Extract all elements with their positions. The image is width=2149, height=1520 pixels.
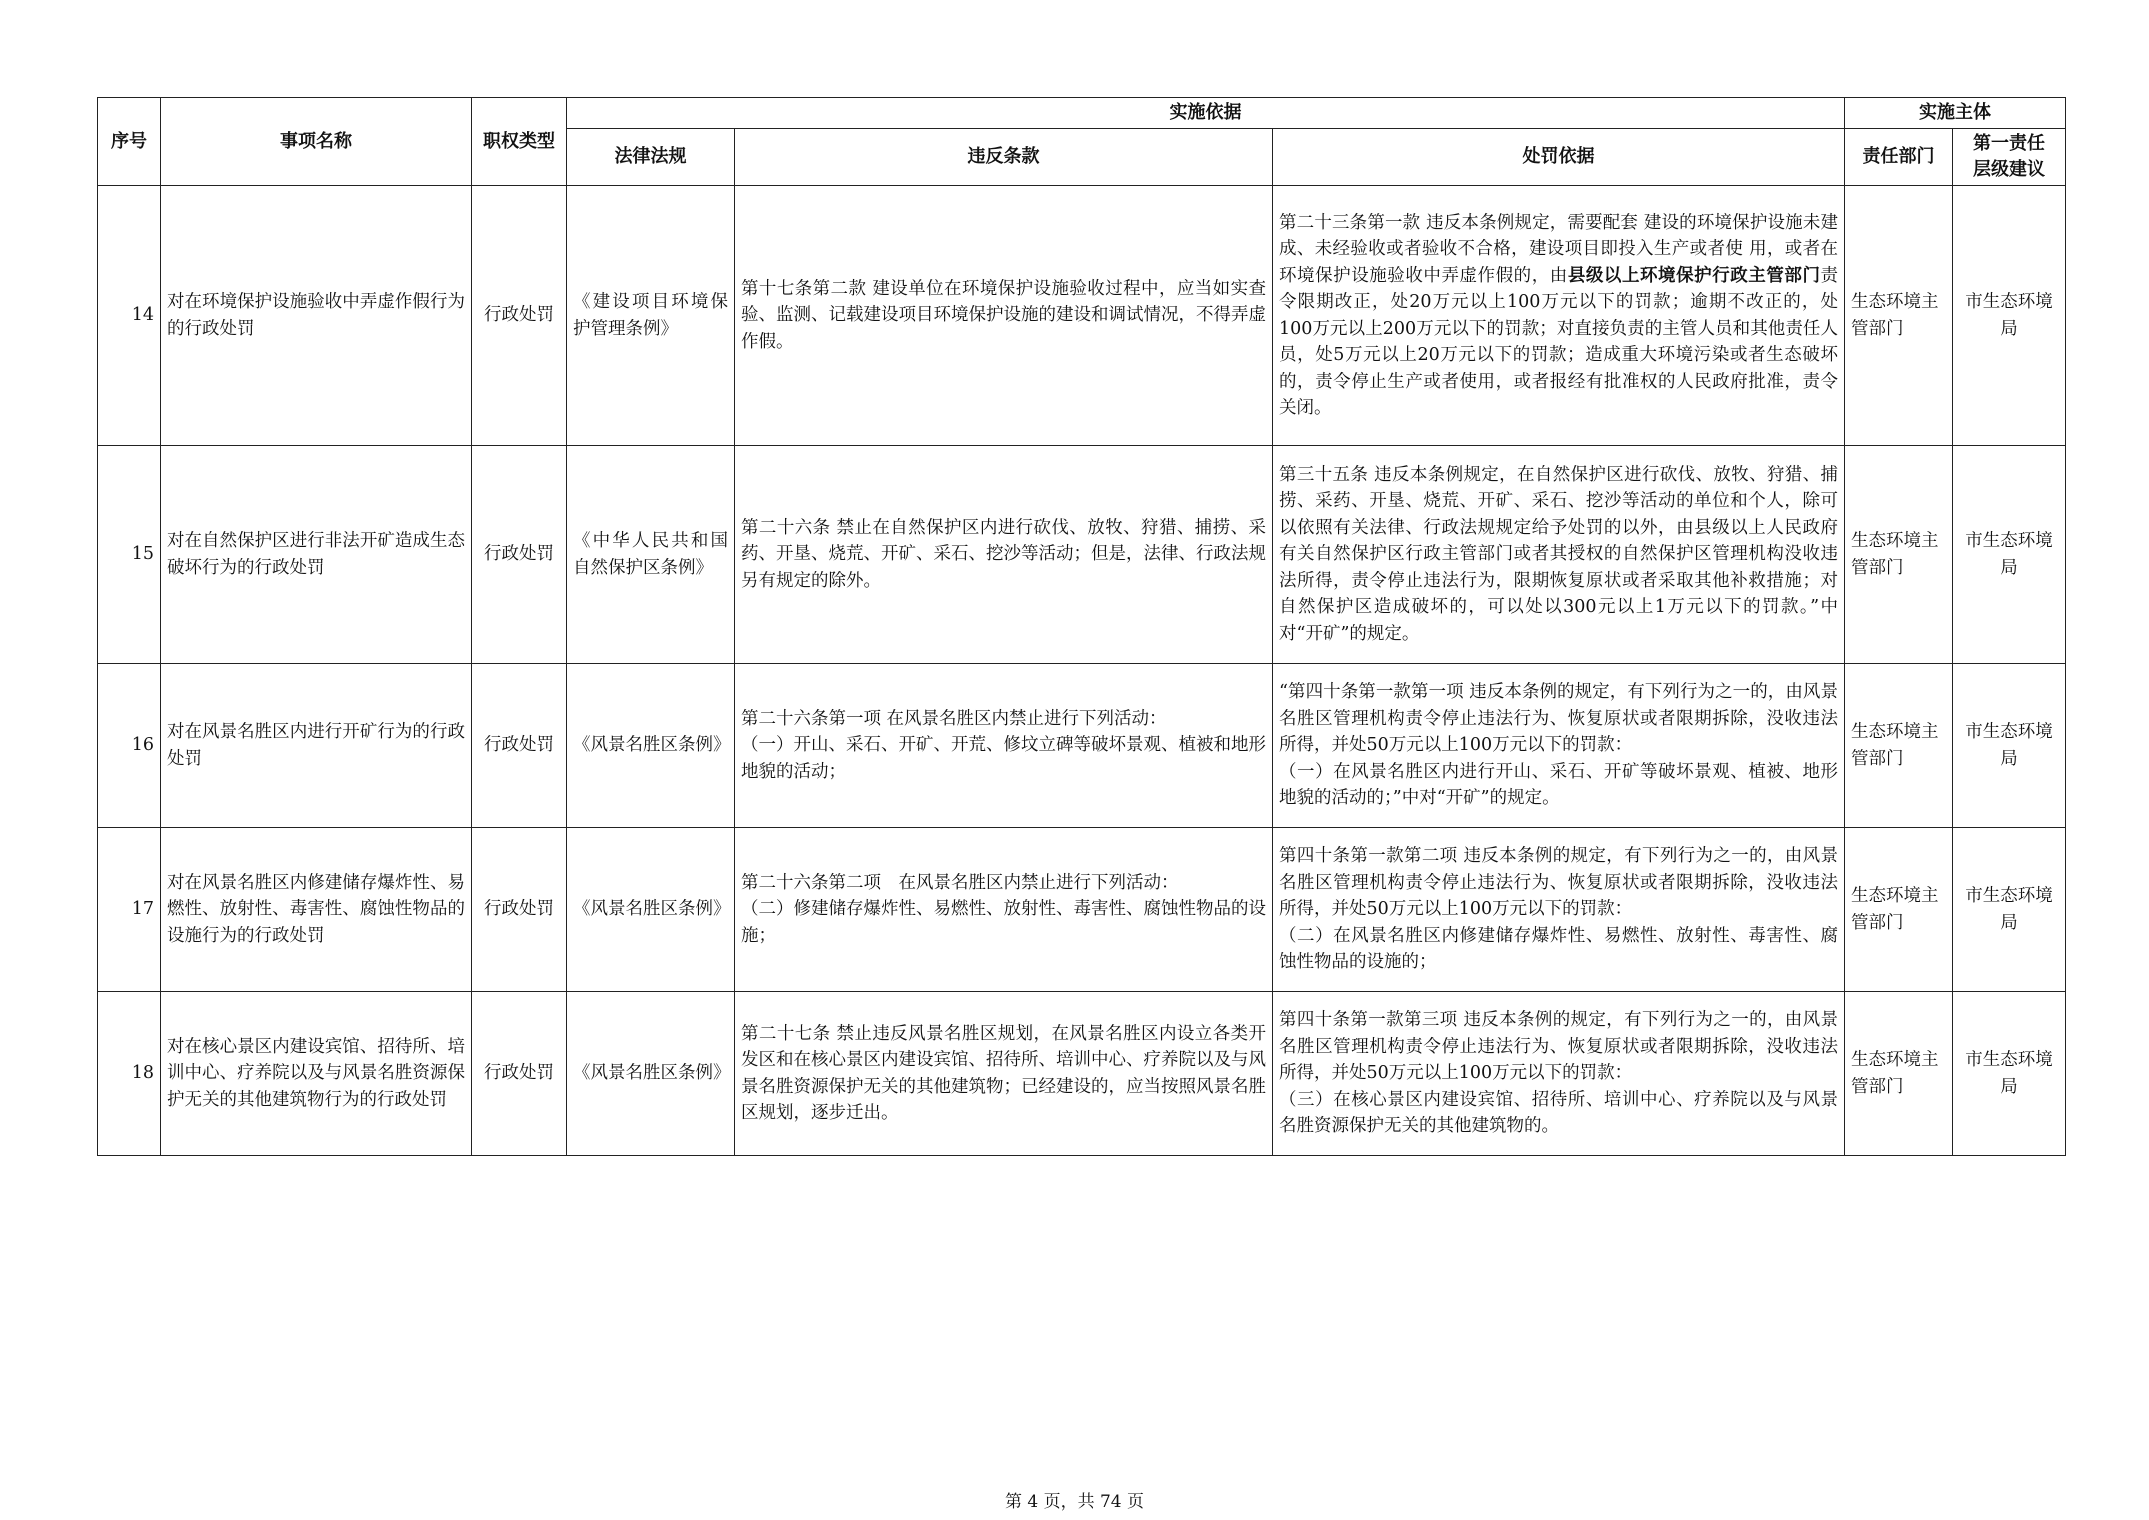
- table-row: [98, 186, 2066, 446]
- row-power-type: 行政处罚: [472, 992, 567, 1156]
- clause-line: 第二十六条第二项 在风景名胜区内禁止进行下列活动：: [741, 872, 1179, 893]
- table-row: [98, 446, 2066, 664]
- header-seq: 序号: [98, 98, 161, 186]
- header-first-level: [1953, 129, 2066, 186]
- clause-line: （一）开山、采石、开矿、开荒、修坟立碑等破坏景观、植被和地形地貌的活动；: [741, 735, 1266, 782]
- penalty-line: （二）在风景名胜区内修建储存爆炸性、易燃性、放射性、毒害性、腐蚀性物品的设施的；: [1279, 925, 1838, 973]
- row-item-name: 对在风景名胜区内修建储存爆炸性、易燃性、放射性、毒害性、腐蚀性物品的设施行为的行政处罚: [161, 828, 472, 992]
- row-first-level: 市生态环境局: [1953, 664, 2066, 828]
- row-violated-clause: [735, 664, 1273, 828]
- penalty-emphasis: 县级以上环境保护行政主管部门: [1567, 265, 1821, 286]
- header-penalty-basis: 处罚依据: [1273, 129, 1845, 186]
- row-penalty-basis: [1273, 186, 1845, 446]
- penalty-line: “第四十条第一款第一项 违反本条例的规定，有下列行为之一的，由风景名胜区管理机构责令停止违法行为、恢复原状或者限期拆除，没收违法所得，并处50万元以上100万元以下的罚款：: [1279, 682, 1838, 756]
- header-power-type: 职权类型: [472, 98, 567, 186]
- penalty-text: 责令限期改正，处20万元以上100万元以下的罚款；逾期不改正的，处100万元以上200万元以下的罚款；对直接负责的主管人员和其他责任人员，处5万元以上20万元以下的罚款；造成重大环境污染或者生态破坏的，责令停止生产或者使用，或者报经有批准权的人民政府批准，责令关闭。: [1279, 265, 1839, 418]
- row-item-name: 对在环境保护设施验收中弄虚作假行为的行政处罚: [161, 186, 472, 446]
- row-law: 《中华人民共和国自然保护区条例》: [567, 446, 735, 664]
- row-item-name: 对在自然保护区进行非法开矿造成生态破坏行为的行政处罚: [161, 446, 472, 664]
- header-basis-group: 实施依据: [567, 98, 1845, 129]
- row-seq: 18: [98, 992, 161, 1156]
- header-responsible-dept: 责任部门: [1845, 129, 1953, 186]
- row-seq: 17: [98, 828, 161, 992]
- header-violated-clause: 违反条款: [735, 129, 1273, 186]
- row-penalty-basis: [1273, 992, 1845, 1156]
- penalty-line: 第四十条第一款第三项 违反本条例的规定，有下列行为之一的，由风景名胜区管理机构责令停止违法行为、恢复原状或者限期拆除，没收违法所得，并处50万元以上100万元以下的罚款：: [1279, 1010, 1838, 1084]
- clause-line: 第二十六条第一项 在风景名胜区内禁止进行下列活动：: [741, 708, 1167, 729]
- penalty-line: （一）在风景名胜区内进行开山、采石、开矿等破坏景观、植被、地形地貌的活动的；”中对“开矿”的规定。: [1279, 761, 1838, 809]
- row-violated-clause: [735, 828, 1273, 992]
- row-first-level: 市生态环境局: [1953, 446, 2066, 664]
- header-first-level-line1: 第一责任: [1973, 133, 2045, 154]
- clause-line: （二）修建储存爆炸性、易燃性、放射性、毒害性、腐蚀性物品的设施；: [741, 899, 1266, 946]
- header-first-level-line2: 层级建议: [1973, 159, 2045, 180]
- header-subject-group: 实施主体: [1845, 98, 2066, 129]
- row-penalty-basis: 第三十五条 违反本条例规定，在自然保护区进行砍伐、放牧、狩猎、捕捞、采药、开垦、烧荒、开矿、采石、挖沙等活动的单位和个人，除可以依照有关法律、行政法规规定给予处罚的以外，由县级以上人民政府有关自然保护区行政主管部门或者其授权的自然保护区管理机构没收违法所得，责令停止违法行为，限期恢复原状或者采取其他补救措施；对自然保护区造成破坏的，可以处以300元以上1万元以下的罚款。”中对“开矿”的规定。: [1273, 446, 1845, 664]
- row-responsible-dept: 生态环境主管部门: [1845, 828, 1953, 992]
- row-responsible-dept: 生态环境主管部门: [1845, 186, 1953, 446]
- table-row: [98, 992, 2066, 1156]
- enforcement-table: [97, 97, 2066, 1156]
- row-violated-clause: 第二十六条 禁止在自然保护区内进行砍伐、放牧、狩猎、捕捞、采药、开垦、烧荒、开矿、采石、挖沙等活动；但是，法律、行政法规另有规定的除外。: [735, 446, 1273, 664]
- row-seq: 15: [98, 446, 161, 664]
- row-seq: 16: [98, 664, 161, 828]
- row-law: 《风景名胜区条例》: [567, 664, 735, 828]
- row-first-level: 市生态环境局: [1953, 828, 2066, 992]
- row-item-name: 对在核心景区内建设宾馆、招待所、培训中心、疗养院以及与风景名胜资源保护无关的其他建筑物行为的行政处罚: [161, 992, 472, 1156]
- row-power-type: 行政处罚: [472, 664, 567, 828]
- page-number: 第 4 页，共 74 页: [1004, 1492, 1145, 1512]
- row-responsible-dept: 生态环境主管部门: [1845, 446, 1953, 664]
- row-law: 《建设项目环境保护管理条例》: [567, 186, 735, 446]
- penalty-text: 第二十三条第一款 违反本条例规定，需要配套 建设的环境保护设施未建成、未经验收或者验收不合格，建设项目即投入生产或者使 用，或者在环境保护设施验收中弄虚作假的，由: [1279, 212, 1838, 286]
- row-law: 《风景名胜区条例》: [567, 992, 735, 1156]
- header-item-name: 事项名称: [161, 98, 472, 186]
- row-first-level: 市生态环境局: [1953, 186, 2066, 446]
- table-row: [98, 664, 2066, 828]
- row-violated-clause: 第二十七条 禁止违反风景名胜区规划，在风景名胜区内设立各类开发区和在核心景区内建设宾馆、招待所、培训中心、疗养院以及与风景名胜资源保护无关的其他建筑物；已经建设的，应当按照风景名胜区规划，逐步迁出。: [735, 992, 1273, 1156]
- row-first-level: 市生态环境局: [1953, 992, 2066, 1156]
- row-power-type: 行政处罚: [472, 186, 567, 446]
- penalty-line: 第四十条第一款第二项 违反本条例的规定，有下列行为之一的，由风景名胜区管理机构责令停止违法行为、恢复原状或者限期拆除，没收违法所得，并处50万元以上100万元以下的罚款：: [1279, 846, 1838, 920]
- row-law: 《风景名胜区条例》: [567, 828, 735, 992]
- row-seq: 14: [98, 186, 161, 446]
- header-row-1: [98, 98, 2066, 129]
- row-power-type: 行政处罚: [472, 446, 567, 664]
- row-penalty-basis: [1273, 828, 1845, 992]
- row-violated-clause: 第十七条第二款 建设单位在环境保护设施验收过程中，应当如实查验、监测、记载建设项目环境保护设施的建设和调试情况，不得弄虚作假。: [735, 186, 1273, 446]
- row-item-name: 对在风景名胜区内进行开矿行为的行政处罚: [161, 664, 472, 828]
- row-responsible-dept: 生态环境主管部门: [1845, 664, 1953, 828]
- row-penalty-basis: [1273, 664, 1845, 828]
- table-row: [98, 828, 2066, 992]
- header-law: 法律法规: [567, 129, 735, 186]
- row-responsible-dept: 生态环境主管部门: [1845, 992, 1953, 1156]
- penalty-line: （三）在核心景区内建设宾馆、招待所、培训中心、疗养院以及与风景名胜资源保护无关的其他建筑物的。: [1279, 1089, 1838, 1137]
- row-power-type: 行政处罚: [472, 828, 567, 992]
